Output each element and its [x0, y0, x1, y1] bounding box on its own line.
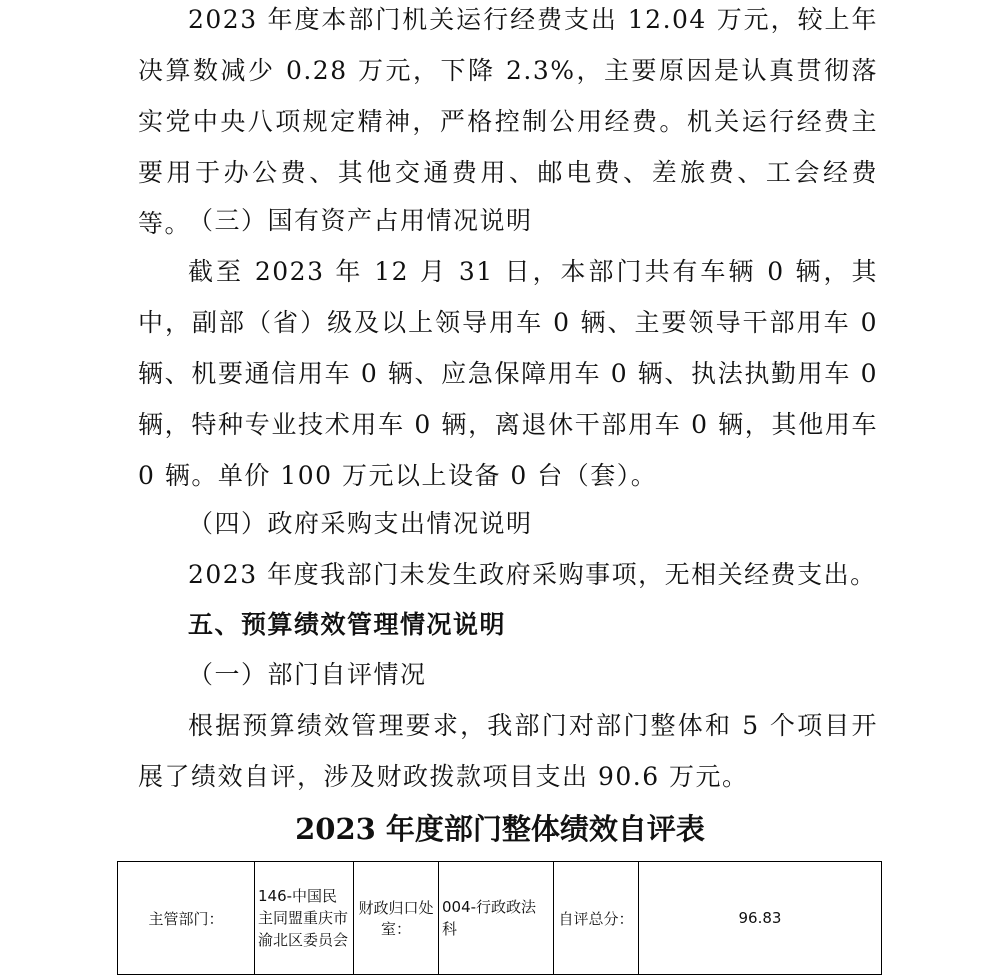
paragraph-government-procurement: 2023 年度我部门未发生政府采购事项，无相关经费支出。: [188, 560, 877, 589]
dept-label-cell: 主管部门：: [118, 862, 255, 975]
finance-label-cell: 财政归口处室：: [354, 862, 439, 975]
paragraph-self-evaluation: 根据预算绩效管理要求，我部门对部门整体和 5 个项目开展了绩效自评，涉及财政拨款项目支出 90.6 万元。: [138, 711, 878, 791]
heading-state-assets: （三）国有资产占用情况说明: [188, 206, 533, 235]
performance-evaluation-table: [117, 861, 882, 975]
dept-value-cell: 146-中国民主同盟重庆市渝北区委员会: [255, 862, 354, 975]
table-row: [118, 862, 882, 975]
score-value-cell: 96.83: [639, 862, 882, 975]
finance-value-cell: 004-行政政法科: [439, 862, 554, 975]
paragraph-operating-expenses: 2023 年度本部门机关运行经费支出 12.04 万元，较上年决算数减少 0.28 万元，下降 2.3%，主要原因是认真贯彻落实党中央八项规定精神，严格控制公用经费。机关运行经费主要用于办公费、其他交通费用、邮电费、差旅费、工会经费等。: [138, 5, 878, 238]
heading-self-evaluation: （一）部门自评情况: [188, 660, 427, 689]
table-title: 2023 年度部门整体绩效自评表: [295, 812, 705, 846]
score-label-cell: 自评总分：: [554, 862, 639, 975]
heading-government-procurement: （四）政府采购支出情况说明: [188, 509, 533, 538]
section-heading-performance: 五、预算绩效管理情况说明: [188, 610, 507, 639]
paragraph-state-assets: 截至 2023 年 12 月 31 日，本部门共有车辆 0 辆，其中，副部（省）级及以上领导用车 0 辆、主要领导干部用车 0 辆、机要通信用车 0 辆、应急保障用车 0 辆、执法执勤用车 0 辆，特种专业技术用车 0 辆，离退休干部用车 0 辆，其他用车 0 辆。单价 100 万元以上设备 0 台（套）。: [138, 257, 878, 490]
